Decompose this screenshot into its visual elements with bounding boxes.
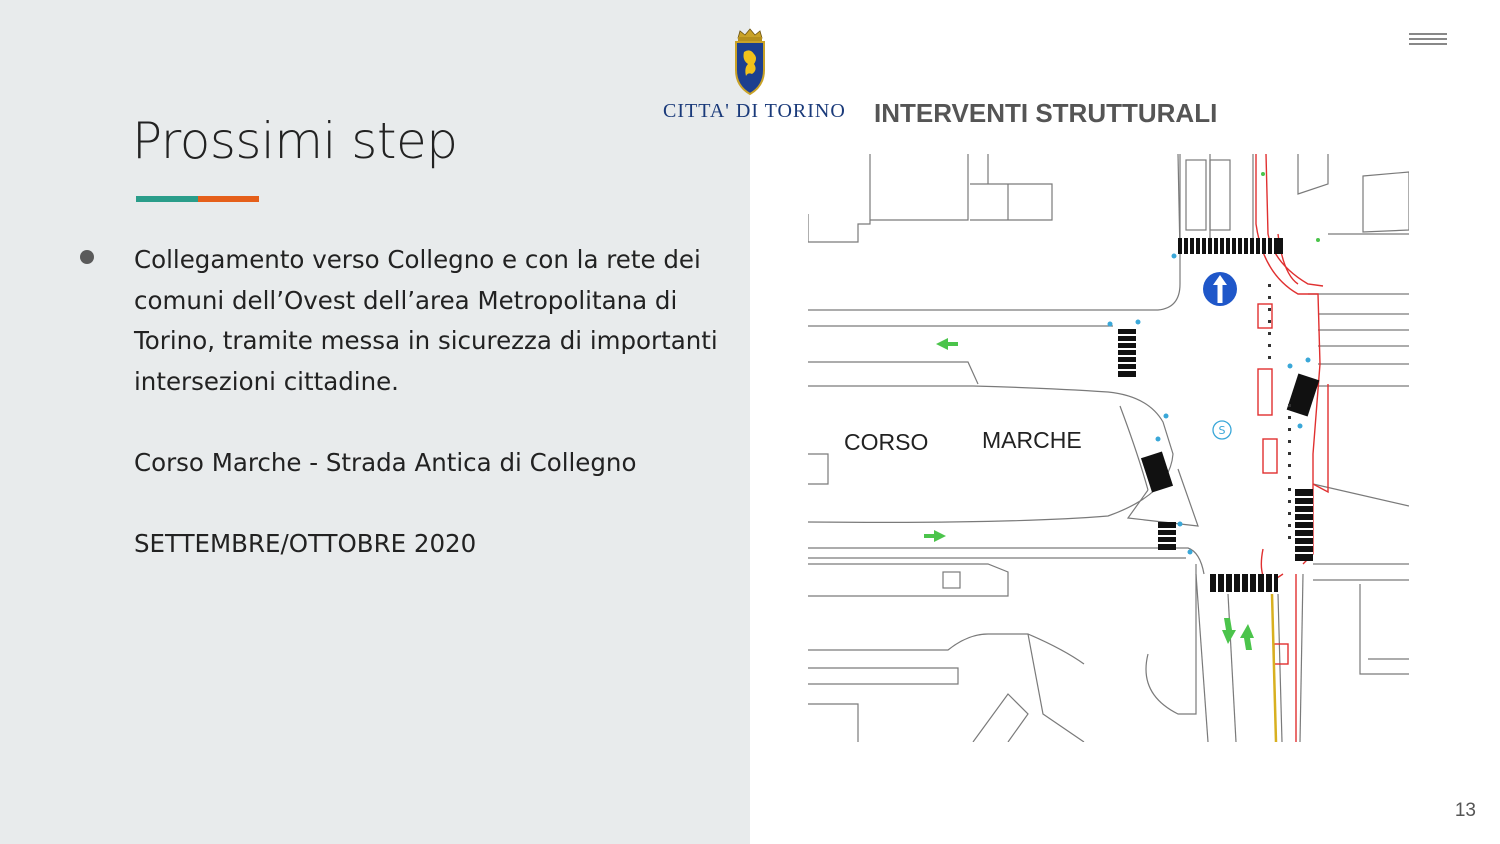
section-title: INTERVENTI STRUTTURALI xyxy=(874,98,1218,128)
title-accent-teal xyxy=(136,196,198,202)
menu-icon[interactable] xyxy=(1409,33,1447,47)
body-paragraph-3: SETTEMBRE/OTTOBRE 2020 xyxy=(134,529,477,559)
body-text xyxy=(134,240,754,565)
one-way-arrow-icon xyxy=(1203,272,1237,306)
title-accent-orange xyxy=(198,196,259,202)
body-paragraph-1: Collegamento verso Collegno e con la rete dei comuni dell’Ovest dell’area Metropolitana di Torino, tramite messa in sicurezza di importanti intersezioni cittadine. xyxy=(134,245,718,396)
bullet-icon xyxy=(80,250,94,264)
city-logo-text: CITTA' DI TORINO xyxy=(663,100,846,122)
body-paragraph-2: Corso Marche - Strada Antica di Collegno xyxy=(134,447,637,477)
intersection-plan xyxy=(808,154,1409,742)
map-label-corso: CORSO xyxy=(844,429,929,455)
map-label-marche: MARCHE xyxy=(982,427,1082,453)
map-sign-s: S xyxy=(1218,424,1226,437)
slide-title: Prossimi step xyxy=(132,112,458,170)
intersection-map xyxy=(808,154,1409,742)
page-number: 13 xyxy=(1454,800,1476,821)
